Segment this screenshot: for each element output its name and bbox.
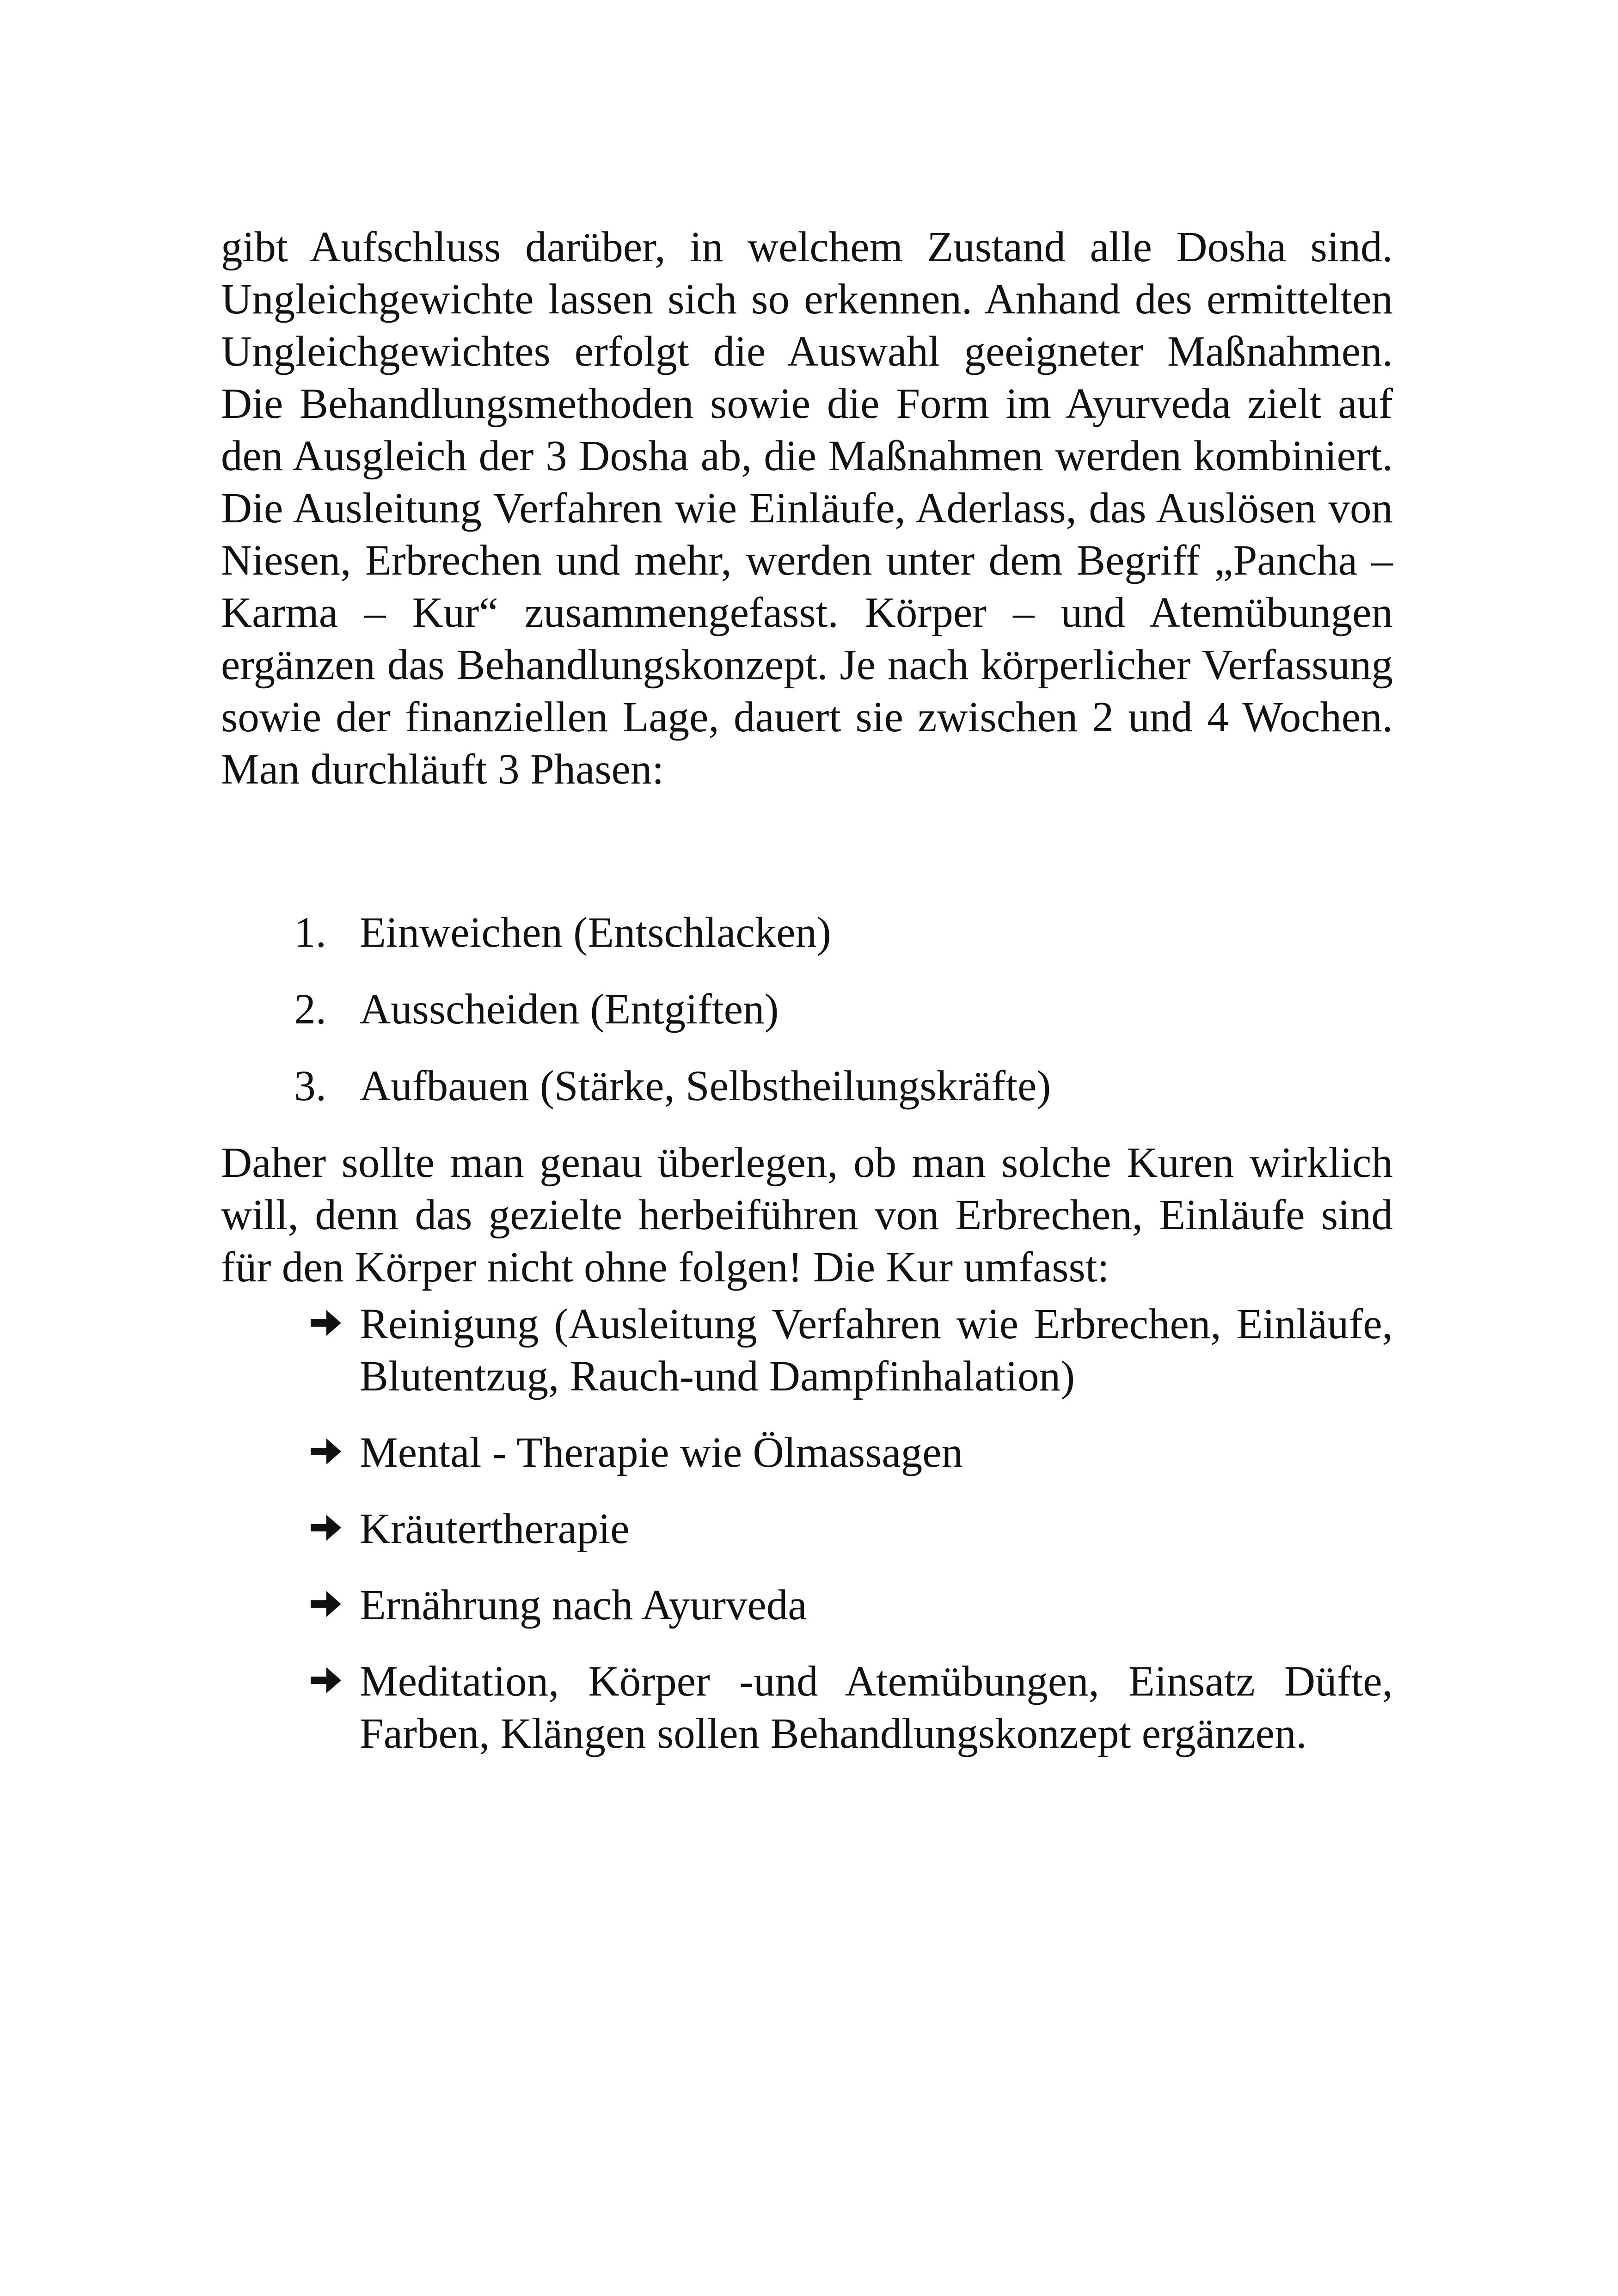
conclusion-paragraph: Daher sollte man genau überlegen, ob man solche Kuren wirklich will, denn das gezielte herbeiführen von Erbrechen, Einläufe sind für den Körper nicht ohne folgen! Die Kur umfasst: [221, 1139, 1393, 1291]
arrow-right-icon [311, 1515, 341, 1541]
list-number: 2. [294, 986, 326, 1033]
list-item-text: Ernährung nach Ayurveda [360, 1581, 807, 1629]
list-item [221, 1579, 1393, 1631]
list-item-text: Mental - Therapie wie Ölmassagen [360, 1429, 963, 1476]
arrow-right-icon [311, 1667, 341, 1693]
list-item-text: Ausscheiden (Entgiften) [360, 986, 779, 1033]
intro-paragraph: gibt Aufschluss darüber, in welchem Zustand alle Dosha sind. Ungleichgewichte lassen sich so erkennen. Anhand des ermittelten Ungleichgewichtes erfolgt die Auswahl geeigneter Maßnahmen. Die Behandlungsmethoden sowie die Form im Ayurveda zielt auf den Ausgleich der 3 Dosha ab, die Maßnahmen werden kombiniert. Die Ausleitung Verfahren wie Einläufe, Aderlass, das Auslösen von Niesen, Erbrechen und mehr, werden unter dem Begriff „Pancha – Karma – Kur“ zusammengefasst. Körper – und Atemübungen ergänzen das Behandlungskonzept. Je nach körperlicher Verfassung sowie der finanziellen Lage, dauert sie zwischen 2 und 4 Wochen. Man durchläuft 3 Phasen: [221, 223, 1393, 793]
list-item-text: Kräutertherapie [360, 1505, 630, 1553]
arrow-right-icon [311, 1439, 341, 1464]
phases-list [221, 906, 1393, 1112]
list-item [221, 1060, 1393, 1112]
list-item [221, 983, 1393, 1035]
list-item-text: Aufbauen (Stärke, Selbstheilungskräfte) [360, 1062, 1051, 1110]
list-item [221, 906, 1393, 959]
measures-list [221, 1298, 1393, 1760]
list-item-text: Meditation, Körper -und Atemübungen, Einsatz Düfte, Farben, Klängen sollen Behandlungskonzept ergänzen. [360, 1658, 1393, 1757]
page-content [221, 221, 1393, 1784]
arrow-right-icon [311, 1591, 341, 1617]
list-item-text: Reinigung (Ausleitung Verfahren wie Erbrechen, Einläufe, Blutentzug, Rauch-und Dampfinhalation) [360, 1300, 1393, 1400]
arrow-right-icon [311, 1310, 341, 1336]
list-item [221, 1298, 1393, 1402]
list-item-text: Einweichen (Entschlacken) [360, 909, 831, 956]
list-number: 1. [294, 909, 326, 956]
list-item [221, 1503, 1393, 1555]
list-item [221, 1655, 1393, 1760]
list-item [221, 1427, 1393, 1479]
list-number: 3. [294, 1062, 326, 1110]
